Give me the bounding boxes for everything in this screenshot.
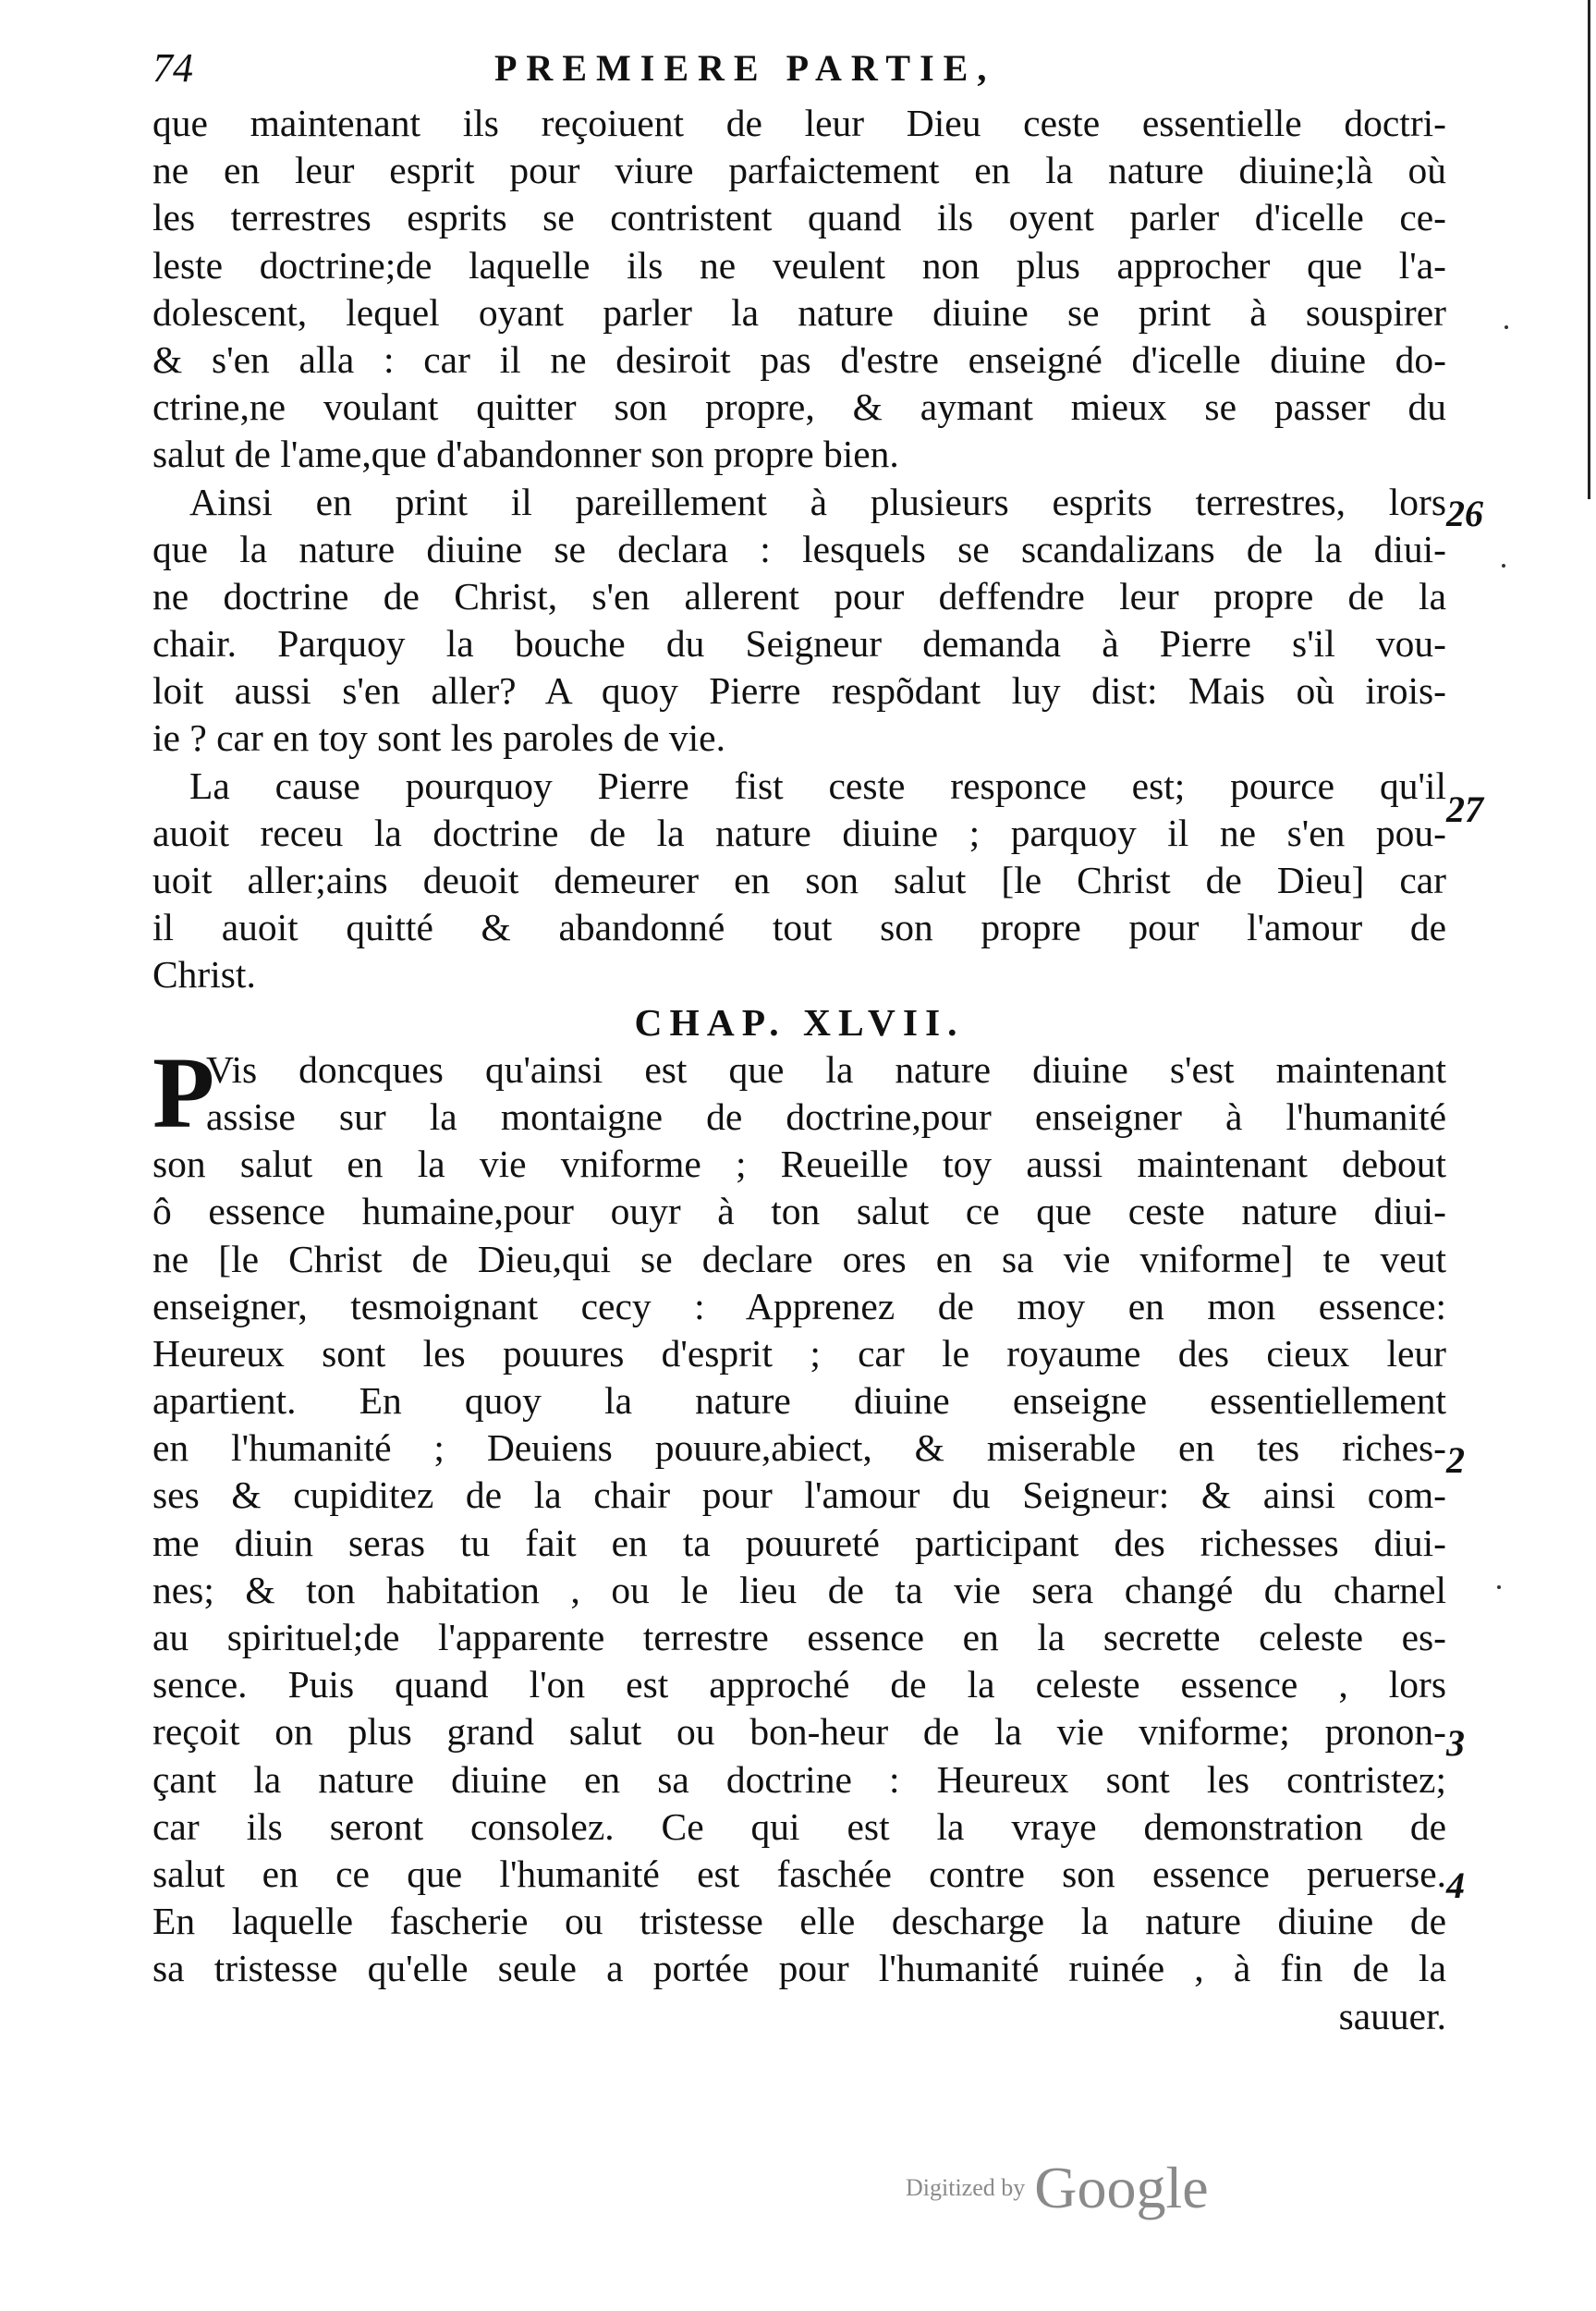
text-line: Christ. xyxy=(152,953,256,997)
text-line: dolescent, lequel oyant parler la nature diuine se print à souspirer xyxy=(152,290,1446,334)
text-line-content: Vis doncques qu'ainsi est que la nature diuine s'est maintenant xyxy=(206,1047,1446,1091)
text-line: salut de l'ame,que d'abandonner son propre bien. xyxy=(152,433,899,476)
margin-verse-number: 3 xyxy=(1446,1722,1465,1764)
text-line: La cause pourquoy Pierre fist ceste responce est; pource qu'il xyxy=(189,764,1446,807)
body-text xyxy=(152,100,1446,2040)
google-logo: Google xyxy=(1034,2155,1209,2220)
text-line: sence. Puis quand l'on est approché de la celeste essence , lors xyxy=(152,1663,1446,1706)
text-line: nes; & ton habitation , ou le lieu de ta vie sera changé du charnel xyxy=(152,1568,1446,1611)
digitized-by-label: Digitized by xyxy=(906,2174,1026,2201)
text-line: les terrestres esprits se contristent quand ils oyent parler d'icelle ce- xyxy=(152,196,1446,239)
text-line: au spirituel;de l'apparente terrestre essence en la secrette celeste es- xyxy=(152,1616,1446,1658)
text-line: ô essence humaine,pour ouyr à ton salut ce que ceste nature diui- xyxy=(152,1190,1446,1233)
scan-edge-shadow xyxy=(1588,0,1590,499)
text-line: que la nature diuine se declara : lesquels se scandalizans de la diui- xyxy=(152,527,1446,570)
text-line: ses & cupiditez de la chair pour l'amour du Seigneur: & ainsi com- xyxy=(152,1473,1446,1517)
text-line: que maintenant ils reçoiuent de leur Dieu ceste essentielle doctri- xyxy=(152,102,1446,144)
page-header xyxy=(152,44,1446,100)
scan-speck xyxy=(1497,1585,1501,1589)
text-line: ne doctrine de Christ, s'en allerent pour deffendre leur propre de la xyxy=(152,574,1446,617)
text-line: assise sur la montaigne de doctrine,pour enseigner à l'humanité xyxy=(206,1094,1446,1138)
text-line: car ils seront consolez. Ce qui est la vraye demonstration de xyxy=(152,1804,1446,1848)
text-line: ie ? car en toy sont les paroles de vie. xyxy=(152,716,725,760)
margin-verse-number: 4 xyxy=(1446,1865,1465,1906)
text-line: ne en leur esprit pour viure parfaictement en la nature diuine;là où xyxy=(152,149,1446,192)
text-line: En laquelle fascherie ou tristesse elle descharge la nature diuine de xyxy=(152,1900,1446,1943)
text-line: çant la nature diuine en sa doctrine : Heureux sont les contristez; xyxy=(152,1757,1446,1801)
text-line: enseigner, tesmoignant cecy : Apprenez de moy en mon essence: xyxy=(152,1284,1446,1327)
digitization-stamp xyxy=(906,2154,1209,2222)
text-line: sauuer. xyxy=(1338,1994,1446,2037)
running-head: PREMIERE PARTIE, xyxy=(494,47,996,89)
text-line: reçoit on plus grand salut ou bon-heur de la vie vniforme; pronon- xyxy=(152,1710,1446,1754)
text-line: me diuin seras tu fait en ta pouureté participant des richesses diui- xyxy=(152,1521,1446,1564)
text-line: salut en ce que l'humanité est faschée contre son essence peruerse. xyxy=(152,1852,1446,1895)
margin-verse-number: 27 xyxy=(1446,789,1483,830)
drop-cap: P xyxy=(152,1035,215,1149)
text-line: loit aussi s'en aller? A quoy Pierre respõdant luy dist: Mais où irois- xyxy=(152,669,1446,713)
text-line: chair. Parquoy la bouche du Seigneur demanda à Pierre s'il vou- xyxy=(152,622,1446,666)
page-number: 74 xyxy=(152,45,193,91)
text-line: & s'en alla : car il ne desiroit pas d'estre enseigné d'icelle diuine do- xyxy=(152,337,1446,381)
text-line: ne [le Christ de Dieu,qui se declare ores en sa vie vniforme] te veut xyxy=(152,1237,1446,1280)
text-line: apartient. En quoy la nature diuine enseigne essentiellement xyxy=(152,1379,1446,1423)
scan-speck xyxy=(1502,564,1505,568)
text-line: ctrine,ne voulant quitter son propre, & aymant mieux se passer du xyxy=(152,385,1446,429)
text-line: Ainsi en print il pareillement à plusieurs esprits terrestres, lors xyxy=(189,480,1446,523)
text-line: leste doctrine;de laquelle ils ne veulent non plus approcher que l'a- xyxy=(152,243,1446,287)
margin-verse-number: 26 xyxy=(1446,493,1483,534)
text-line: auoit receu la doctrine de la nature diuine ; parquoy il ne s'en pou- xyxy=(152,811,1446,854)
chapter-heading: CHAP. XLVII. xyxy=(634,1000,965,1044)
text-line: uoit aller;ains deuoit demeurer en son salut [le Christ de Dieu] car xyxy=(152,859,1446,901)
text-line: son salut en la vie vniforme ; Reueille toy aussi maintenant debout xyxy=(152,1143,1446,1186)
text-line: Heureux sont les pouures d'esprit ; car le royaume des cieux leur xyxy=(152,1331,1446,1375)
margin-verse-number: 2 xyxy=(1446,1439,1465,1481)
text-line: il auoit quitté & abandonné tout son propre pour l'amour de xyxy=(152,906,1446,949)
scan-speck xyxy=(1505,325,1508,329)
text-line: sa tristesse qu'elle seule a portée pour l'humanité ruinée , à fin de la xyxy=(152,1947,1446,1990)
text-line: en l'humanité ; Deuiens pouure,abiect, & miserable en tes riches- xyxy=(152,1426,1446,1470)
